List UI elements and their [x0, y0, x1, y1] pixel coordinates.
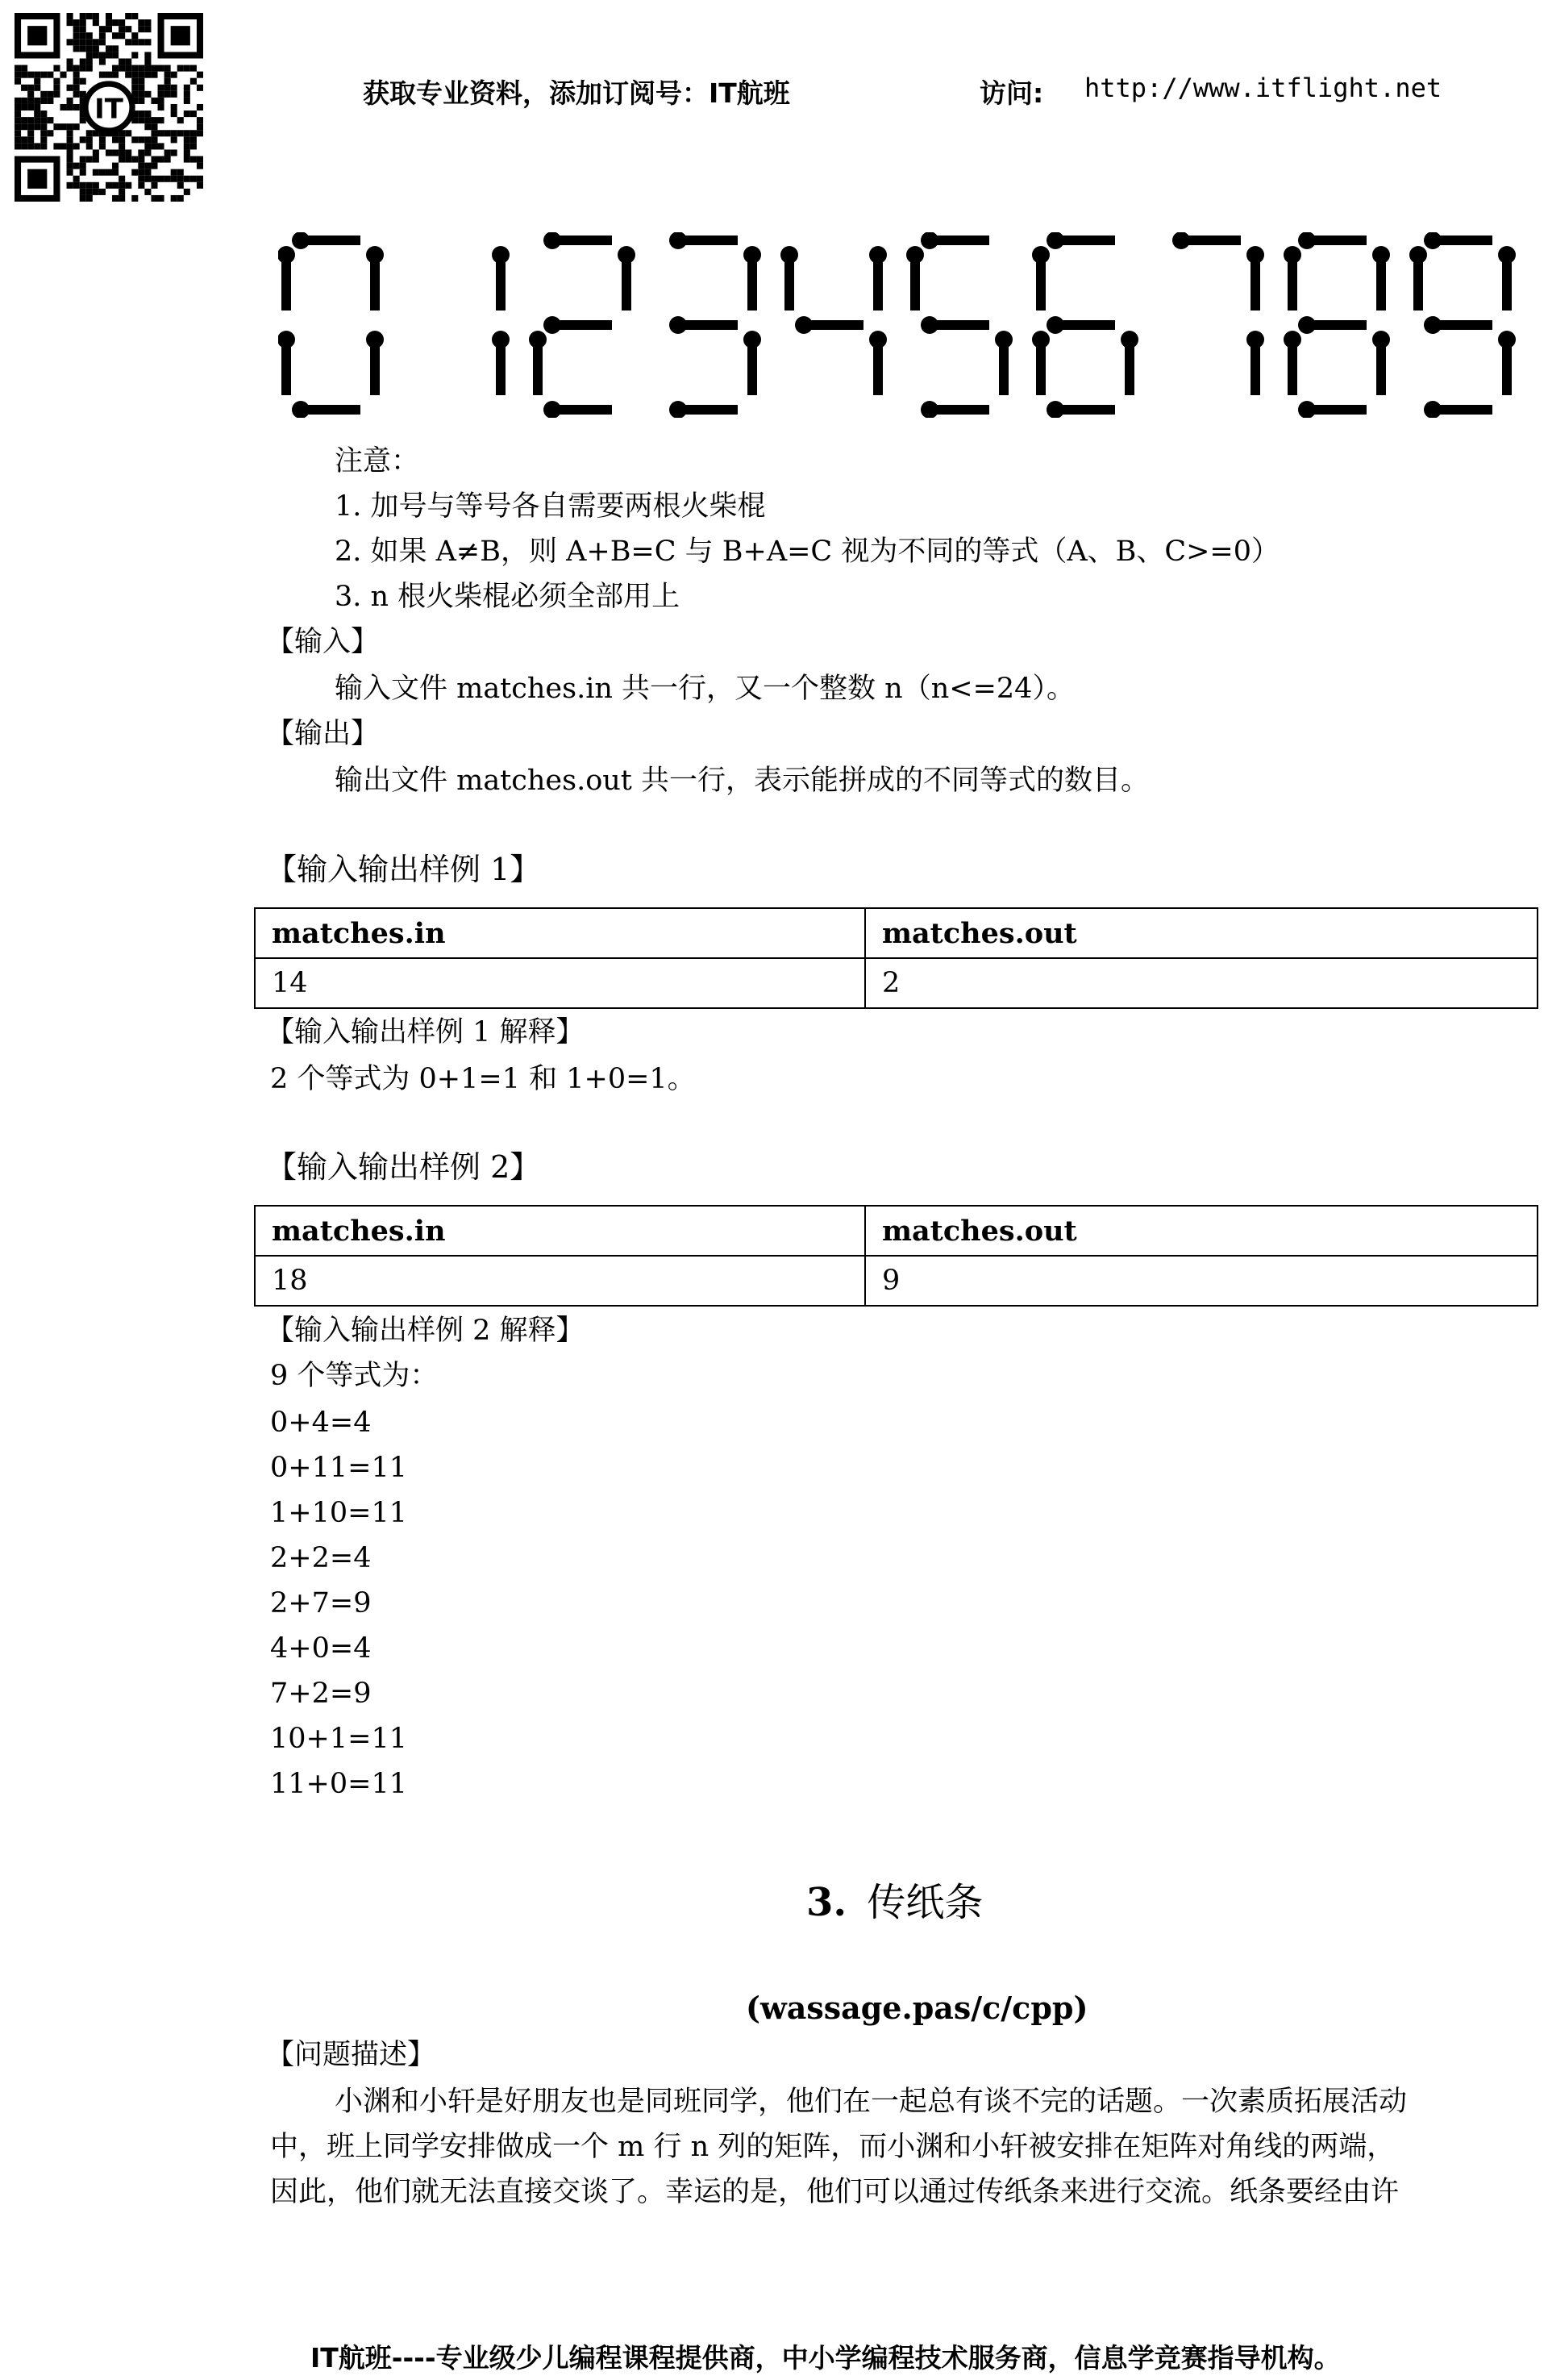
table-row [255, 1256, 1538, 1306]
equation-line: 10+1=11 [270, 1723, 407, 1755]
table-row [255, 1206, 1538, 1256]
equation-line: 0+4=4 [270, 1407, 372, 1439]
output-section-title: 【输出】 [266, 718, 380, 750]
header-url-link[interactable]: http://www.itflight.net [1084, 73, 1442, 103]
sample2-table [254, 1205, 1538, 1307]
sample2-header-in: matches.in [255, 1206, 865, 1256]
problem3-desc-line-3: 因此，他们就无法直接交谈了。幸运的是，他们可以通过传纸条来进行交流。纸条要经由许 [270, 2176, 1400, 2208]
table-row [255, 908, 1538, 958]
note-item-3: 3. n 根火柴棍必须全部用上 [335, 581, 680, 613]
note-item-1: 1. 加号与等号各自需要两根火柴棍 [335, 490, 766, 523]
equation-line: 7+2=9 [270, 1678, 372, 1710]
equation-line: 2+7=9 [270, 1587, 372, 1619]
sample1-explain-title: 【输入输出样例 1 解释】 [266, 1016, 585, 1048]
sample2-value-out: 9 [865, 1256, 1538, 1306]
sample2-title: 【输入输出样例 2】 [266, 1149, 541, 1185]
problem3-desc-line-2: 中，班上同学安排做成一个 m 行 n 列的矩阵，而小渊和小轩被安排在矩阵对角线的两端， [270, 2131, 1396, 2163]
problem3-title: 传纸条 [867, 1880, 984, 1925]
sample1-header-in: matches.in [255, 908, 865, 958]
header-visit-label: 访问: [980, 77, 1044, 109]
problem3-heading [806, 1871, 983, 1927]
equation-line: 2+2=4 [270, 1542, 372, 1574]
sample2-header-out: matches.out [865, 1206, 1538, 1256]
svg-text:IT: IT [94, 93, 123, 125]
sample2-explain-title: 【输入输出样例 2 解释】 [266, 1315, 585, 1347]
page-footer: IT航班----专业级少儿编程课程提供商，中小学编程技术服务商，信息学竞赛指导机构。 [310, 2342, 1341, 2374]
header-subscribe-text: 获取专业资料，添加订阅号：IT航班 [363, 77, 790, 109]
equation-line: 4+0=4 [270, 1632, 372, 1665]
output-section-text: 输出文件 matches.out 共一行，表示能拼成的不同等式的数目。 [335, 765, 1149, 797]
matchstick-digits-figure [278, 232, 1520, 418]
sample2-value-in: 18 [255, 1256, 865, 1306]
sample2-explain-text: 9 个等式为： [270, 1360, 439, 1392]
table-row [255, 958, 1538, 1008]
problem3-desc-line-1: 小渊和小轩是好朋友也是同班同学，他们在一起总有谈不完的话题。一次素质拓展活动 [335, 2086, 1408, 2118]
sample1-header-out: matches.out [865, 908, 1538, 958]
sample1-explain-text: 2 个等式为 0+1=1 和 1+0=1。 [270, 1063, 696, 1095]
note-item-2: 2. 如果 A≠B，则 A+B=C 与 B+A=C 视为不同的等式（A、B、C>=0） [335, 536, 1280, 568]
sample1-value-out: 2 [865, 958, 1538, 1008]
notes-title: 注意： [335, 445, 420, 477]
equation-line: 0+11=11 [270, 1452, 407, 1484]
sample1-title: 【输入输出样例 1】 [266, 852, 541, 887]
equation-line: 1+10=11 [270, 1497, 407, 1529]
input-section-title: 【输入】 [266, 626, 380, 658]
problem3-filename: (wassage.pas/c/cpp) [746, 1990, 1088, 2026]
sample1-table [254, 907, 1538, 1009]
equation-line: 11+0=11 [270, 1768, 407, 1800]
input-section-text: 输入文件 matches.in 共一行，又一个整数 n（n<=24）。 [335, 673, 1075, 705]
problem3-desc-title: 【问题描述】 [266, 2039, 436, 2071]
problem3-number: 3. [806, 1880, 847, 1925]
sample1-value-in: 14 [255, 958, 865, 1008]
qr-code-icon [15, 13, 203, 202]
